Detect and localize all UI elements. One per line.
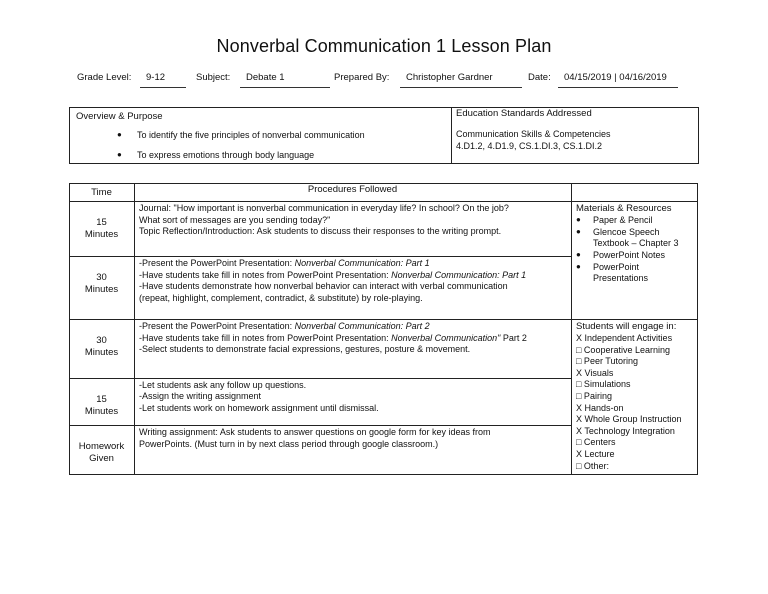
time-column-divider: [134, 183, 135, 475]
row-2-line-2-text: -Have students take fill in notes from PowerPoint Presentation:: [139, 270, 392, 280]
row-1-line-1: Journal: "How important is nonverbal communication in everyday life? In school? On the job?: [139, 203, 509, 213]
row-3-line-1: [139, 321, 430, 333]
engage-item: X Lecture: [576, 449, 615, 459]
grade-level-label: Grade Level:: [77, 72, 132, 83]
standards-heading: Education Standards Addressed: [456, 108, 592, 119]
row-5-line-2: PowerPoints. (Must turn in by next class period through google classroom.): [139, 439, 439, 449]
row-2-line-2-title: Nonverbal Communication: Part 1: [391, 270, 527, 280]
page-title: Nonverbal Communication 1 Lesson Plan: [216, 36, 552, 56]
bullet-icon: ●: [576, 227, 581, 236]
engage-item: X Whole Group Instruction: [576, 414, 682, 424]
engage-item: X Hands-on: [576, 403, 624, 413]
row-3-line-1-text: -Present the PowerPoint Presentation:: [139, 321, 295, 331]
engage-item: □ Centers: [576, 437, 616, 447]
time-value: 15: [96, 217, 107, 228]
overview-heading: Overview & Purpose: [76, 111, 163, 122]
row-3-line-2-text: -Have students take fill in notes from PowerPoint Presentation:: [139, 333, 392, 343]
prepared-by-value: Christopher Gardner: [400, 72, 522, 88]
materials-item-4: PowerPoint Notes: [593, 250, 666, 260]
time-header: Time: [91, 187, 112, 198]
engage-item: X Technology Integration: [576, 426, 675, 436]
row-4-time: [69, 394, 134, 418]
overview-bullet-2: To express emotions through body language: [137, 150, 315, 160]
row-4-line-1: -Let students ask any follow up questions.: [139, 380, 307, 390]
overview-divider: [451, 107, 452, 164]
row-separator: [69, 319, 572, 320]
homework-label: Homework: [78, 441, 125, 452]
bullet-icon: ●: [117, 130, 122, 139]
sidebar-column-divider: [571, 183, 572, 475]
row-3-line-3: -Select students to demonstrate facial expressions, gestures, posture & movement.: [139, 344, 471, 354]
procedures-header: Procedures Followed: [307, 184, 398, 195]
row-4-line-2: -Assign the writing assignment: [139, 391, 262, 401]
time-value: 15: [96, 394, 107, 405]
engage-item: □ Peer Tutoring: [576, 356, 638, 366]
row-2-line-1: [139, 258, 430, 270]
time-unit: Minutes: [84, 347, 119, 358]
engage-item: X Visuals: [576, 368, 614, 378]
row-separator: [69, 256, 572, 257]
subject-label: Subject:: [196, 72, 231, 83]
row-3-line-2-tail: Part 2: [500, 333, 527, 343]
materials-item-6: Presentations: [593, 273, 649, 283]
sidebar-separator: [571, 319, 698, 320]
row-1-time: [69, 217, 134, 241]
materials-item-1: Paper & Pencil: [593, 215, 653, 225]
materials-heading: Materials & Resources: [576, 203, 672, 214]
row-separator: [69, 425, 572, 426]
prepared-by-label: Prepared By:: [334, 72, 390, 83]
date-value: 04/15/2019 | 04/16/2019: [558, 72, 678, 88]
engage-item: □ Pairing: [576, 391, 612, 401]
row-3-line-2-title: Nonverbal Communication": [391, 333, 501, 343]
row-2-line-1-title: Nonverbal Communication: Part 1: [294, 258, 430, 268]
standards-line-1: Communication Skills & Competencies: [456, 129, 611, 139]
engage-item: □ Cooperative Learning: [576, 345, 670, 355]
time-unit: Minutes: [84, 284, 119, 295]
engage-item: □ Other:: [576, 461, 609, 471]
materials-item-3: Textbook – Chapter 3: [593, 238, 679, 248]
bullet-icon: ●: [117, 150, 122, 159]
materials-item-5: PowerPoint: [593, 262, 640, 272]
row-5-line-1: Writing assignment: Ask students to answer questions on google form for key ideas from: [139, 427, 491, 437]
row-3-line-2: [139, 333, 527, 345]
bullet-icon: ●: [576, 262, 581, 271]
time-unit: Minutes: [84, 229, 119, 240]
row-2-line-4: (repeat, highlight, complement, contradict, & substitute) by role-playing.: [139, 293, 423, 303]
overview-bullet-1: To identify the five principles of nonverbal communication: [137, 130, 365, 140]
row-1-line-3: Topic Reflection/Introduction: Ask students to discuss their responses to the writing prompt.: [139, 226, 502, 236]
materials-item-2: Glencoe Speech: [593, 227, 660, 237]
grade-level-value: 9-12: [140, 72, 186, 88]
bullet-icon: ●: [576, 215, 581, 224]
sidebar-separator: [571, 201, 698, 202]
row-5-time: [69, 441, 134, 465]
row-separator: [69, 378, 572, 379]
row-2-line-1-text: -Present the PowerPoint Presentation:: [139, 258, 295, 268]
row-2-line-2: [139, 270, 526, 282]
standards-line-2: 4.D1.2, 4.D1.9, CS.1.DI.3, CS.1.DI.2: [456, 141, 603, 151]
row-3-time: [69, 335, 134, 359]
engage-heading: Students will engage in:: [576, 321, 677, 332]
engage-item: □ Simulations: [576, 379, 631, 389]
bullet-icon: ●: [576, 250, 581, 259]
subject-value: Debate 1: [240, 72, 330, 88]
row-3-line-1-title: Nonverbal Communication: Part 2: [294, 321, 430, 331]
row-1-line-2: What sort of messages are you sending today?": [139, 215, 331, 225]
row-separator: [69, 201, 572, 202]
engage-item: X Independent Activities: [576, 333, 673, 343]
date-label: Date:: [528, 72, 551, 83]
time-value: 30: [96, 272, 107, 283]
row-4-line-3: -Let students work on homework assignment until dismissal.: [139, 403, 379, 413]
row-2-time: [69, 272, 134, 296]
given-label: Given: [89, 453, 114, 464]
time-value: 30: [96, 335, 107, 346]
row-2-line-3: -Have students demonstrate how nonverbal behavior can interact with verbal communication: [139, 281, 508, 291]
time-unit: Minutes: [84, 406, 119, 417]
